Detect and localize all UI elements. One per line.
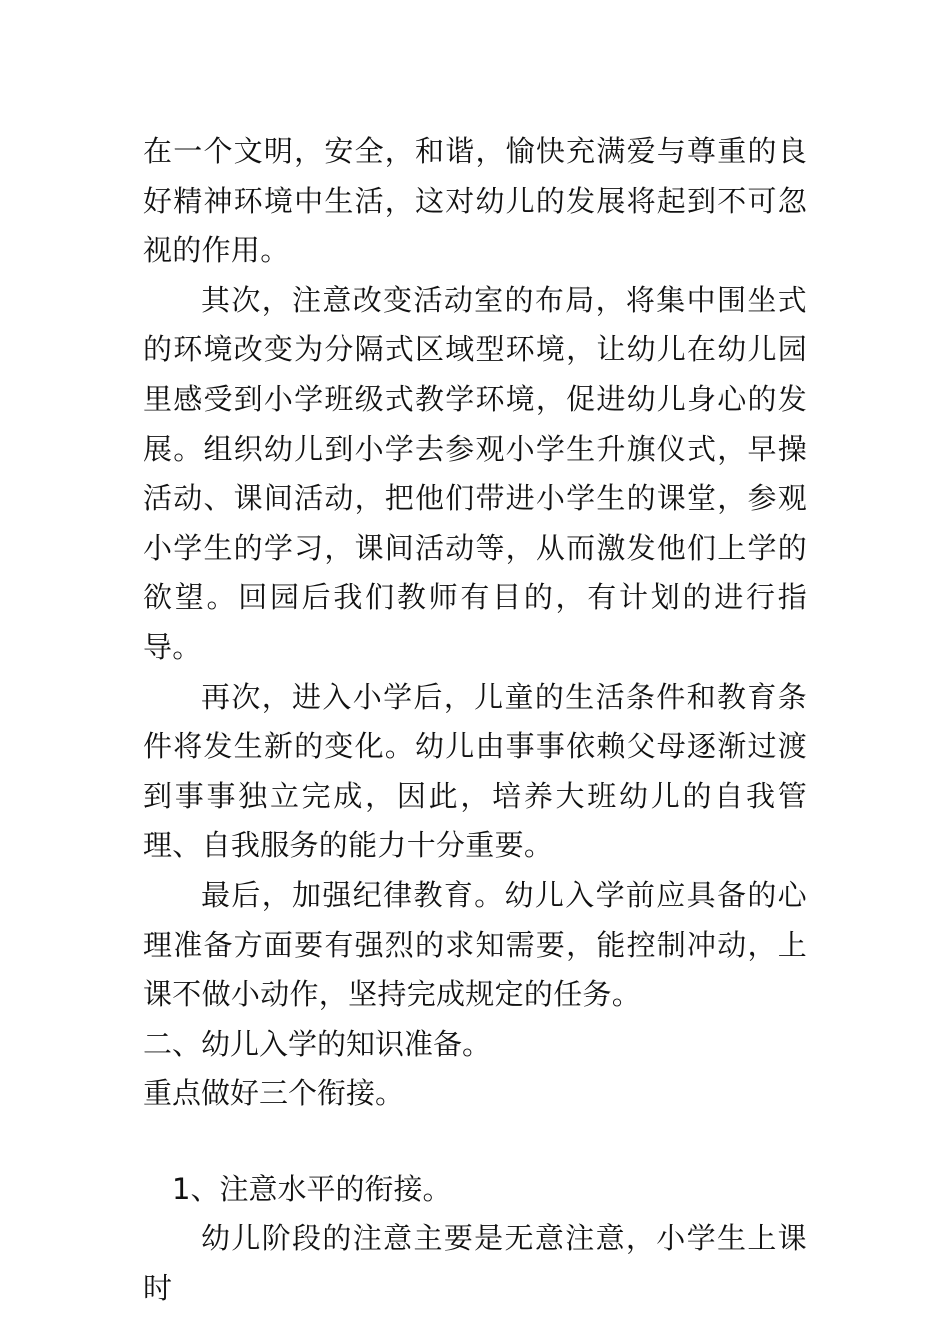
subheading-attention: 1、注意水平的衔接。	[172, 1171, 452, 1206]
section-heading-knowledge: 二、幼儿入学的知识准备。	[143, 1026, 492, 1061]
paragraph-attention: 幼儿阶段的注意主要是无意注意，小学生上课时	[143, 1221, 807, 1306]
document-body	[143, 127, 807, 1314]
line-three-connections: 重点做好三个衔接。	[143, 1076, 405, 1111]
paragraph-environment: 在一个文明，安全，和谐，愉快充满爱与尊重的良好精神环境中生活，这对幼儿的发展将起到不可忽视的作用。	[143, 134, 807, 268]
blank-line	[143, 1119, 807, 1165]
paragraph-discipline: 最后，加强纪律教育。幼儿入学前应具备的心理准备方面要有强烈的求知需要，能控制冲动，上课不做小动作，坚持完成规定的任务。	[143, 877, 807, 1012]
paragraph-classroom-layout: 其次，注意改变活动室的布局，将集中围坐式的环境改变为分隔式区域型环境，让幼儿在幼儿园里感受到小学班级式教学环境，促进幼儿身心的发展。组织幼儿到小学去参观小学生升旗仪式，早操活动、课间活动，把他们带进小学生的课堂，参观小学生的学习，课间活动等，从而激发他们上学的欲望。回园后我们教师有目的，有计划的进行指导。	[143, 282, 807, 664]
paragraph-self-management: 再次，进入小学后，儿童的生活条件和教育条件将发生新的变化。幼儿由事事依赖父母逐渐过渡到事事独立完成，因此，培养大班幼儿的自我管理、自我服务的能力十分重要。	[143, 679, 807, 863]
